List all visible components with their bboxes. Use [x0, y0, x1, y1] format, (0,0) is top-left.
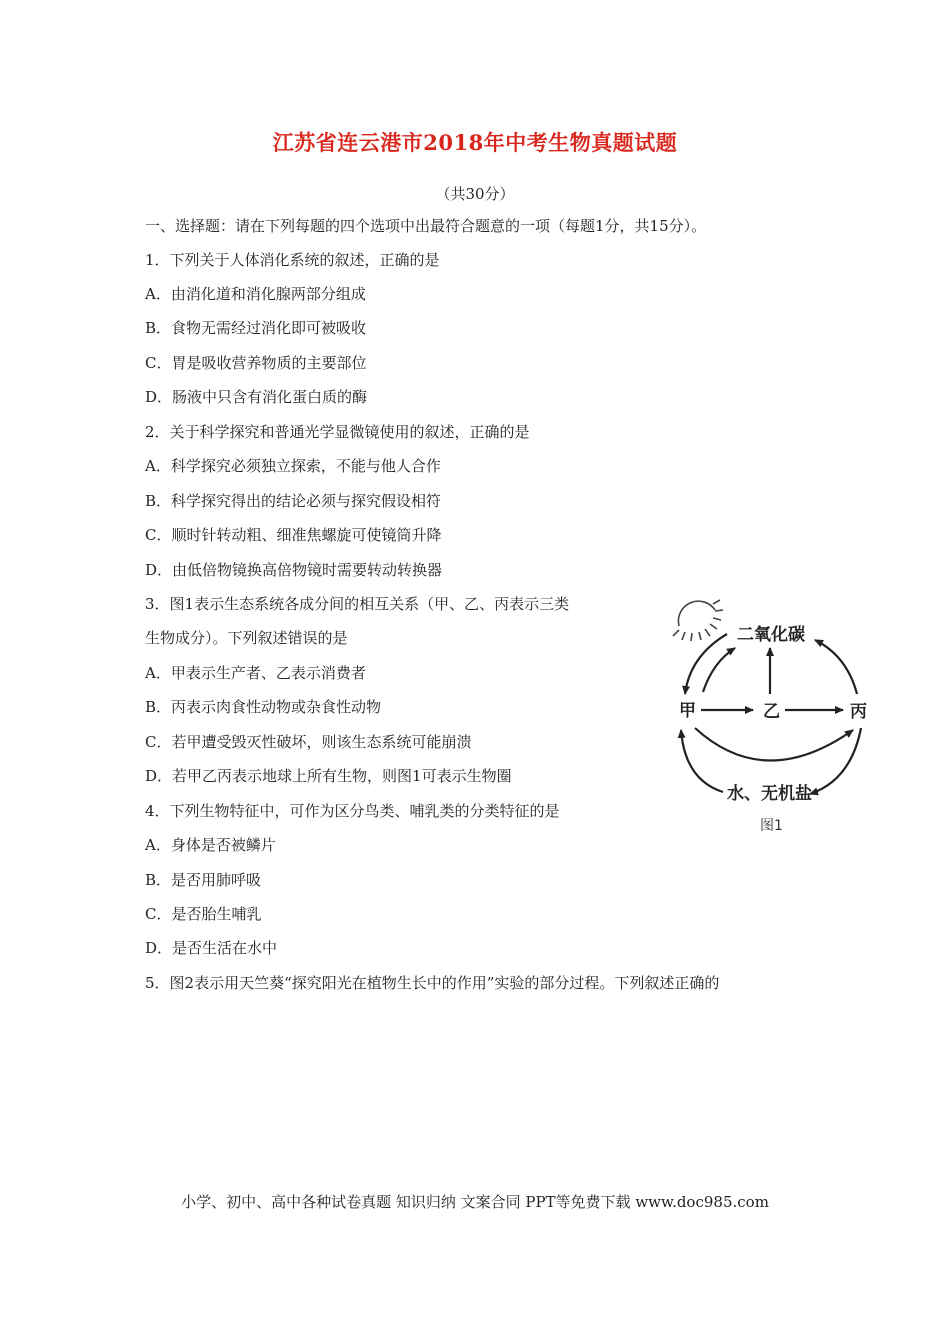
option-1c: C．胃是吸收营养物质的主要部位 — [145, 354, 367, 372]
arrow-bing-to-co2 — [815, 640, 857, 694]
option-3c: C．若甲遭受毁灭性破坏，则该生态系统可能崩溃 — [145, 733, 472, 751]
question-5: 5．图2表示用天竺葵“探究阳光在植物生长中的作用”实验的部分过程。下列叙述正确的 — [145, 974, 720, 992]
option-1a: A．由消化道和消化腺两部分组成 — [145, 285, 366, 303]
score-note: （共30分） — [435, 185, 515, 203]
option-4c: C．是否胎生哺乳 — [145, 905, 262, 923]
section-heading: 一、选择题：请在下列每题的四个选项中出最符合题意的一项（每题1分，共15分）。 — [145, 217, 707, 235]
option-2c: C．顺时针转动粗、细准焦螺旋可使镜筒升降 — [145, 526, 442, 544]
arrow-jia-to-bing — [695, 728, 853, 761]
option-2b: B．科学探究得出的结论必须与探究假设相符 — [145, 492, 442, 510]
ecosystem-svg — [665, 596, 875, 846]
option-3b: B．丙表示肉食性动物或杂食性动物 — [145, 698, 382, 716]
question-1: 1．下列关于人体消化系统的叙述，正确的是 — [145, 251, 440, 269]
question-3: 3．图1表示生态系统各成分间的相互关系（甲、乙、丙表示三类 — [145, 595, 570, 613]
sun-icon — [673, 600, 723, 641]
question-3-cont: 生物成分）。下列叙述错误的是 — [145, 629, 348, 647]
co2-label: 二氧化碳 — [737, 625, 805, 645]
question-4: 4．下列生物特征中，可作为区分鸟类、哺乳类的分类特征的是 — [145, 802, 560, 820]
option-3d: D．若甲乙丙表示地球上所有生物，则图1可表示生物圈 — [145, 767, 512, 785]
figure-1-ecosystem-diagram — [665, 596, 875, 846]
option-2d: D．由低倍物镜换高倍物镜时需要转动转换器 — [145, 561, 443, 579]
option-2a: A．科学探究必须独立探索，不能与他人合作 — [145, 457, 441, 475]
figure-caption: 图1 — [760, 818, 783, 834]
page-title: 江苏省连云港市2018年中考生物真题试题 — [272, 130, 678, 155]
arrow-water-to-jia — [681, 730, 723, 792]
jia-label: 甲 — [679, 701, 696, 721]
option-1d: D．肠液中只含有消化蛋白质的酶 — [145, 388, 368, 406]
option-1b: B．食物无需经过消化即可被吸收 — [145, 319, 367, 337]
arrow-jia-to-co2 — [703, 648, 735, 692]
water-salt-label: 水、无机盐 — [727, 784, 812, 804]
yi-label: 乙 — [763, 702, 780, 722]
footer-note: 小学、初中、高中各种试卷真题 知识归纳 文案合同 PPT等免费下载 www.doc985.com — [181, 1193, 769, 1211]
option-3a: A．甲表示生产者、乙表示消费者 — [145, 664, 366, 682]
option-4d: D．是否生活在水中 — [145, 939, 278, 957]
option-4b: B．是否用肺呼吸 — [145, 871, 262, 889]
bing-label: 丙 — [850, 702, 867, 722]
arrow-bing-to-water — [810, 728, 861, 794]
option-4a: A．身体是否被鳞片 — [145, 836, 276, 854]
question-2: 2．关于科学探究和普通光学显微镜使用的叙述，正确的是 — [145, 423, 530, 441]
